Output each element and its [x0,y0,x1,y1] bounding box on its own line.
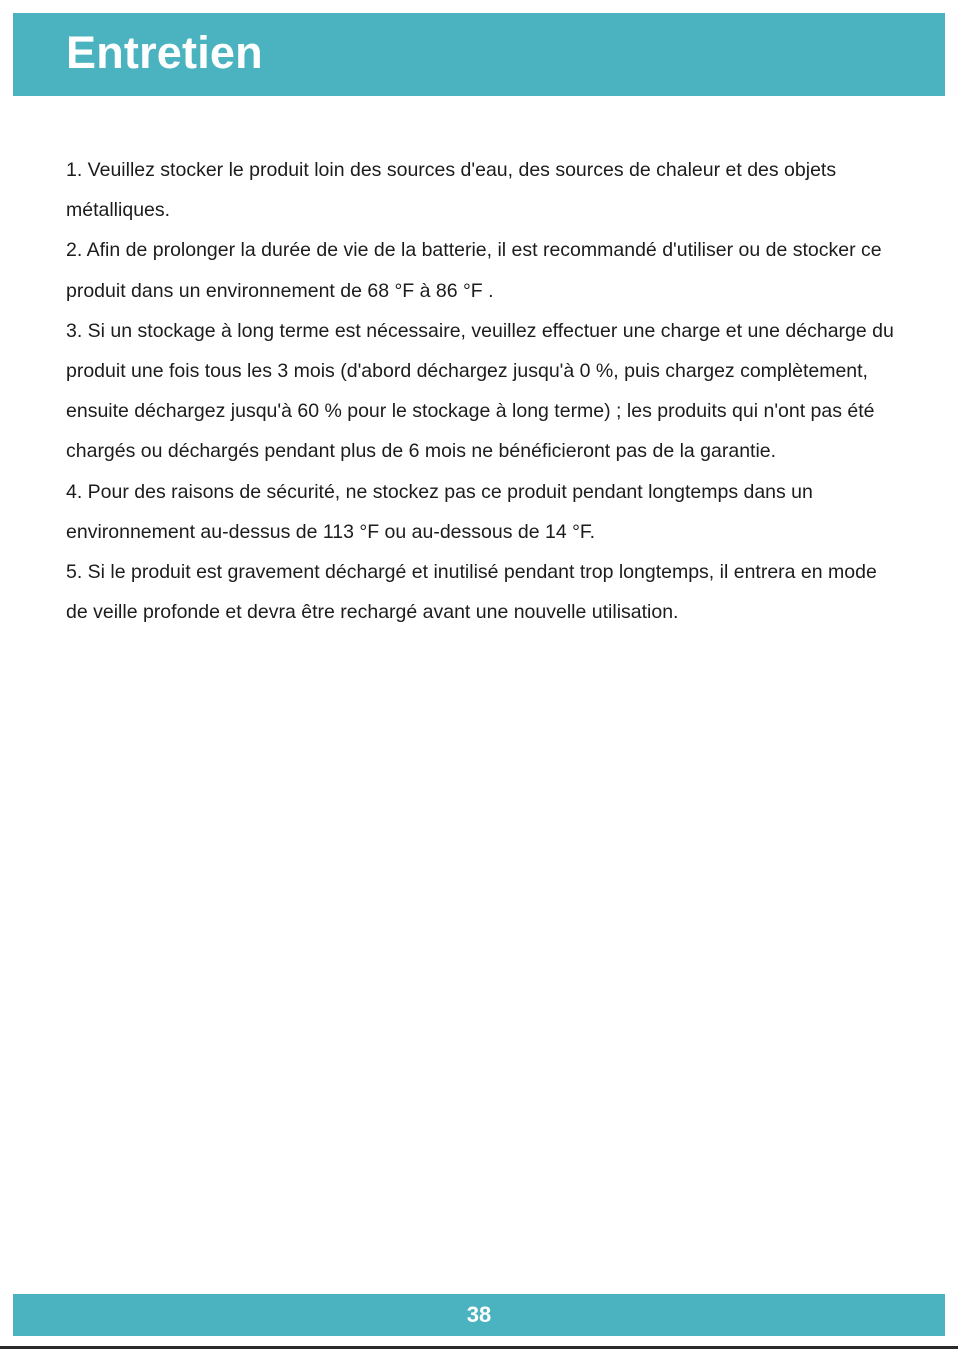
page-number: 38 [466,1302,492,1327]
instruction-item: 1. Veuillez stocker le produit loin des sources d'eau, des sources de chaleur et des objets métalliques. [66,159,837,222]
instruction-item: 3. Si un stockage à long terme est nécessaire, veuillez effectuer une charge et une décharge du produit une fois tous les 3 mois (d'abord déchargez jusqu'à 0 %, puis chargez complètement, ensuite déchargez jusqu'à 60 % pour le stockage à long terme) ; les produits qui n'ont pas été chargés ou déchargés pendant plus de 6 mois ne bénéficieront pas de la garantie. [66,319,894,463]
footer-banner [13,1294,945,1336]
header-banner [13,13,945,96]
maintenance-instructions [66,150,896,632]
page-title: Entretien [66,27,263,78]
instruction-item: 4. Pour des raisons de sécurité, ne stockez pas ce produit pendant longtemps dans un environnement au-dessus de 113 °F ou au-dessous de 14 °F. [66,480,813,543]
instruction-item: 5. Si le produit est gravement déchargé et inutilisé pendant trop longtemps, il entrera en mode de veille profonde et devra être rechargé avant une nouvelle utilisation. [66,561,877,624]
instruction-item: 2. Afin de prolonger la durée de vie de la batterie, il est recommandé d'utiliser ou de stocker ce produit dans un environnement de 68 °F à 86 °F . [66,239,882,302]
